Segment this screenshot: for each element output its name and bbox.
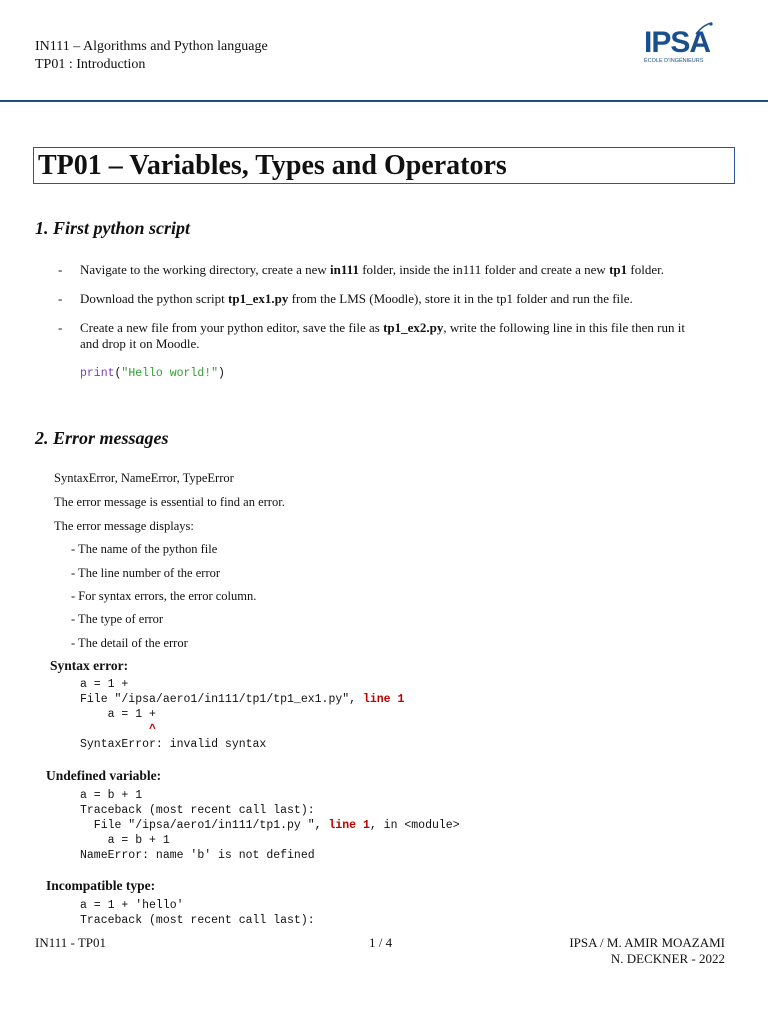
footer-author: IPSA / M. AMIR MOAZAMI: [569, 935, 725, 950]
bullet-dash: -: [58, 320, 63, 335]
undefined-variable-label: Undefined variable:: [46, 768, 162, 783]
page-number: 1 / 4: [369, 935, 393, 950]
undefined-variable-code: a = b + 1 Traceback (most recent call last): File "/ipsa/aero1/in111/tp1.py ", line 1, in <module> a = b + 1 NameError: name 'b' is not defined: [80, 789, 460, 862]
logo-main-text: IPSA: [644, 26, 711, 59]
header-rule: [0, 100, 768, 102]
syntax-error-code: a = 1 + File "/ipsa/aero1/in111/tp1/tp1_ex1.py", line 1 a = 1 + ^ SyntaxError: invalid syntax: [80, 678, 405, 751]
section1-heading: 1. First python script: [35, 218, 191, 238]
error-item: - The line number of the error: [71, 566, 221, 580]
footer-author-2: N. DECKNER - 2022: [610, 951, 725, 966]
error-item: - The type of error: [71, 612, 164, 626]
error-displays-line: The error message displays:: [54, 519, 194, 533]
error-item: - The detail of the error: [71, 636, 188, 650]
ipsa-logo: [644, 28, 714, 72]
syntax-error-label: Syntax error:: [50, 658, 129, 673]
bullet-3: Create a new file from your python editor, save the file as tp1_ex2.py, write the following line in this file then run it and drop it on Moodle.: [80, 320, 685, 351]
hello-code: print("Hello world!"): [80, 367, 225, 380]
page-title: TP01 – Variables, Types and Operators: [38, 150, 507, 181]
bullet-2: Download the python script tp1_ex1.py from the LMS (Moodle), store it in the tp1 folder and run the file.: [80, 291, 633, 306]
tp-subtitle: TP01 : Introduction: [35, 57, 146, 72]
incompatible-type-label: Incompatible type:: [46, 878, 156, 893]
error-item: - The name of the python file: [71, 542, 218, 556]
star-icon: [694, 22, 714, 36]
section2-heading: 2. Error messages: [35, 428, 169, 448]
page-title-box: [33, 147, 735, 184]
incompatible-type-code: a = 1 + 'hello' Traceback (most recent call last):: [80, 899, 315, 927]
bullet-dash: -: [58, 262, 63, 277]
footer-left: IN111 - TP01: [35, 935, 107, 950]
error-essential-line: The error message is essential to find an error.: [54, 495, 285, 509]
error-item: - For syntax errors, the error column.: [71, 589, 257, 603]
course-title: IN111 – Algorithms and Python language: [35, 39, 268, 54]
bullet-1: Navigate to the working directory, create a new in111 folder, inside the in111 folder and create a new tp1 folder.: [80, 262, 664, 277]
logo-sub-text: ÉCOLE D'INGÉNIEURS: [644, 58, 704, 64]
error-types-line: SyntaxError, NameError, TypeError: [54, 471, 234, 485]
bullet-dash: -: [58, 291, 63, 306]
